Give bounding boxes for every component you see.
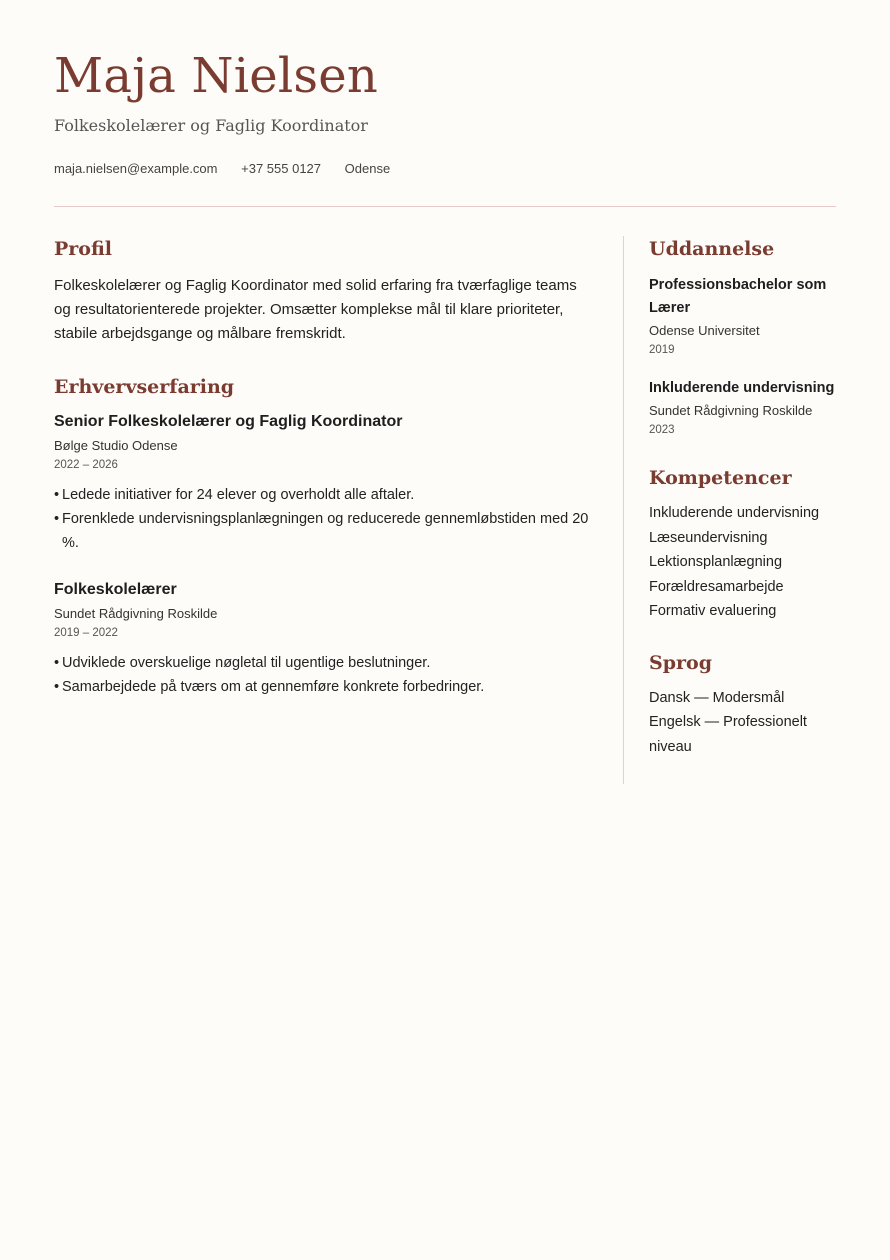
skill-item: Læseundervisning (649, 529, 768, 546)
profile-text: Folkeskolelærer og Faglig Koordinator med solid erfaring fra tværfaglige teams og resultatorienterede projekter. Omsætter komplekse mål til klare prioriteter, stabile arbejdsgange og målbare fremskridt. (54, 277, 577, 342)
job-bullet: • Ledede initiativer for 24 elever og overholdt alle aftaler. (54, 483, 589, 507)
job-title: Senior Folkeskolelærer og Faglig Koordinator (54, 413, 403, 430)
candidate-headline: Folkeskolelærer og Faglig Koordinator (54, 116, 368, 135)
skills-section (649, 465, 836, 624)
experience-section (54, 374, 589, 699)
education-degree: Professionsbachelor som Lærer (649, 277, 827, 316)
contact-city: Odense (344, 161, 391, 176)
education-school: Odense Universitet (649, 323, 760, 338)
education-entry (649, 274, 836, 359)
education-school: Sundet Rådgivning Roskilde (649, 403, 813, 418)
languages-list (649, 686, 836, 760)
candidate-name: Maja Nielsen (54, 48, 378, 104)
header-divider (54, 206, 836, 207)
resume-page (54, 0, 836, 1260)
skills-heading: Kompetencer (649, 467, 792, 489)
education-year: 2019 (649, 344, 675, 356)
profile-heading: Profil (54, 238, 113, 260)
education-section (649, 236, 836, 439)
experience-heading: Erhvervserfaring (54, 376, 235, 398)
skill-item: Formativ evaluering (649, 603, 777, 619)
main-column (54, 236, 589, 699)
skill-item: Lektionsplanlægning (649, 554, 783, 570)
skills-list (649, 501, 836, 624)
job-company: Sundet Rådgivning Roskilde (54, 606, 218, 621)
job-bullet: • Udviklede overskuelige nøgletal til ugentlige beslutninger. (54, 651, 589, 675)
languages-heading: Sprog (649, 651, 712, 674)
job-dates: 2022 – 2026 (54, 459, 118, 471)
education-entry (649, 377, 836, 439)
job-dates: 2019 – 2022 (54, 627, 118, 639)
job-bullets (54, 483, 589, 555)
education-heading: Uddannelse (649, 238, 775, 260)
profile-section (54, 236, 589, 346)
job-company: Bølge Studio Odense (54, 438, 178, 453)
sidebar-column (649, 236, 836, 759)
column-divider (623, 236, 624, 784)
job-bullet: • Samarbejdede på tværs om at gennemføre konkrete forbedringer. (54, 675, 589, 699)
contact-email[interactable]: maja.nielsen@example.com (54, 161, 218, 176)
skill-item: Forældresamarbejde (649, 578, 784, 595)
contact-line (54, 161, 410, 176)
job-bullets (54, 651, 589, 699)
job-bullet: • Forenklede undervisningsplanlægningen og reducerede gennemløbstiden med 20 %. (54, 507, 589, 555)
contact-phone[interactable]: +37 555 0127 (241, 161, 322, 176)
job-entry (54, 411, 589, 555)
skill-item: Inkluderende undervisning (649, 505, 820, 521)
language-item: Engelsk — Professionelt niveau (649, 714, 807, 755)
language-item: Dansk — Modersmål (649, 689, 785, 706)
languages-section (649, 650, 836, 760)
job-entry (54, 579, 589, 699)
education-degree: Inkluderende undervisning (649, 380, 835, 396)
job-title: Folkeskolelærer (54, 581, 177, 598)
education-year: 2023 (649, 424, 675, 436)
